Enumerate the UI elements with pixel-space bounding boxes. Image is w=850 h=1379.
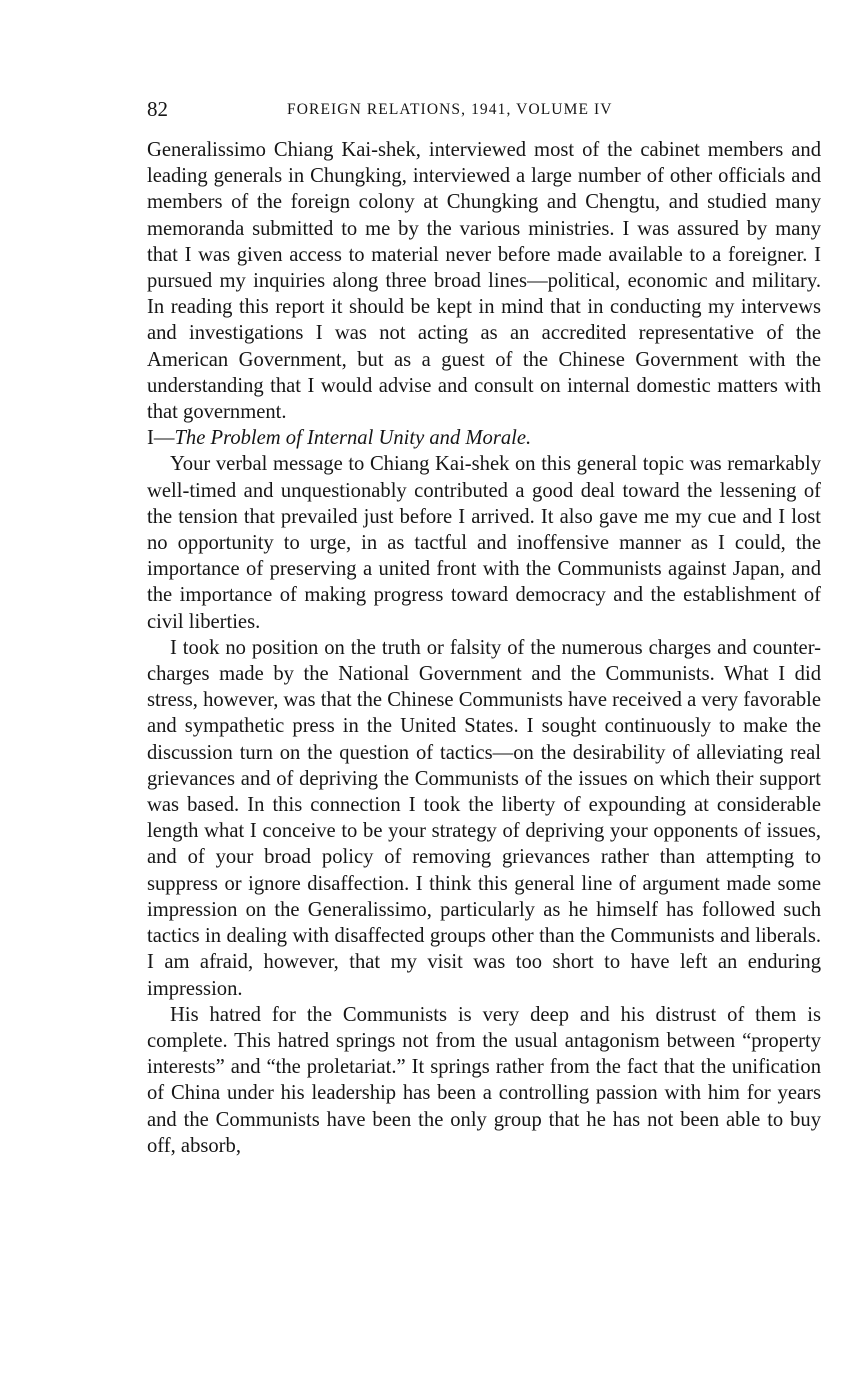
running-title: FOREIGN RELATIONS, 1941, VOLUME IV [287, 101, 613, 118]
body-text [147, 137, 821, 1159]
section-heading-number: I— [147, 427, 175, 450]
paragraph-no-position: I took no position on the truth or falsity of the numerous charges and counter-charges made by the National Government and the Communists. What I did stress, however, was that the Chinese Communists have received a very favorable and sympathetic press in the United States. I sought continuously to make the discussion turn on the question of tactics—on the desirability of alleviating real grievances and of depriving the Communists of the issues on which their support was based. In this connection I took the liberty of expounding at considerable length what I conceive to be your strategy of depriving your opponents of issues, and of your broad policy of removing grievances rather than attempting to suppress or ignore disaffection. I think this general line of argument made some impression on the Generalissimo, particularly as he himself has followed such tactics in dealing with disaffected groups other than the Communists and liberals. I am afraid, however, that my visit was too short to have left an enduring impression. [147, 636, 821, 1000]
running-head [147, 94, 821, 124]
paragraph-verbal-message: Your verbal message to Chiang Kai-shek on this general topic was remarkably well-timed and unquestionably contributed a good deal toward the lessening of the tension that prevailed just before I arrived. It also gave me my cue and I lost no opportunity to urge, in as tactful and inoffensive manner as I could, the importance of preserving a united front with the Communists against Japan, and the importance of making progress toward democracy and the establishment of civil liberties. [147, 453, 821, 633]
paragraph-hatred: His hatred for the Communists is very deep and his distrust of them is complete. This hatred springs not from the usual antagonism between “property interests” and “the proletariat.” It springs rather from the fact that the unification of China under his leadership has been a controlling passion with him for years and the Communists have been the only group that he has not been able to buy off, absorb, [147, 1003, 821, 1157]
document-page [147, 94, 821, 1159]
section-heading-title: The Problem of Internal Unity and Morale. [174, 427, 532, 450]
page-number: 82 [147, 97, 168, 121]
section-heading [147, 425, 821, 451]
paragraph-continued: Generalissimo Chiang Kai-shek, interviewed most of the cabinet members and leading generals in Chungking, interviewed a large number of other officials and members of the foreign colony at Chungking and Chengtu, and studied many memoranda submitted to me by the various ministries. I was assured by many that I was given access to material never before made available to a foreigner. I pursued my inquiries along three broad lines—political, economic and military. In reading this report it should be kept in mind that in conducting my intervews and investigations I was not acting as an accredited representative of the American Government, but as a guest of the Chinese Government with the understanding that I would advise and consult on internal domestic matters with that government. [147, 139, 821, 424]
